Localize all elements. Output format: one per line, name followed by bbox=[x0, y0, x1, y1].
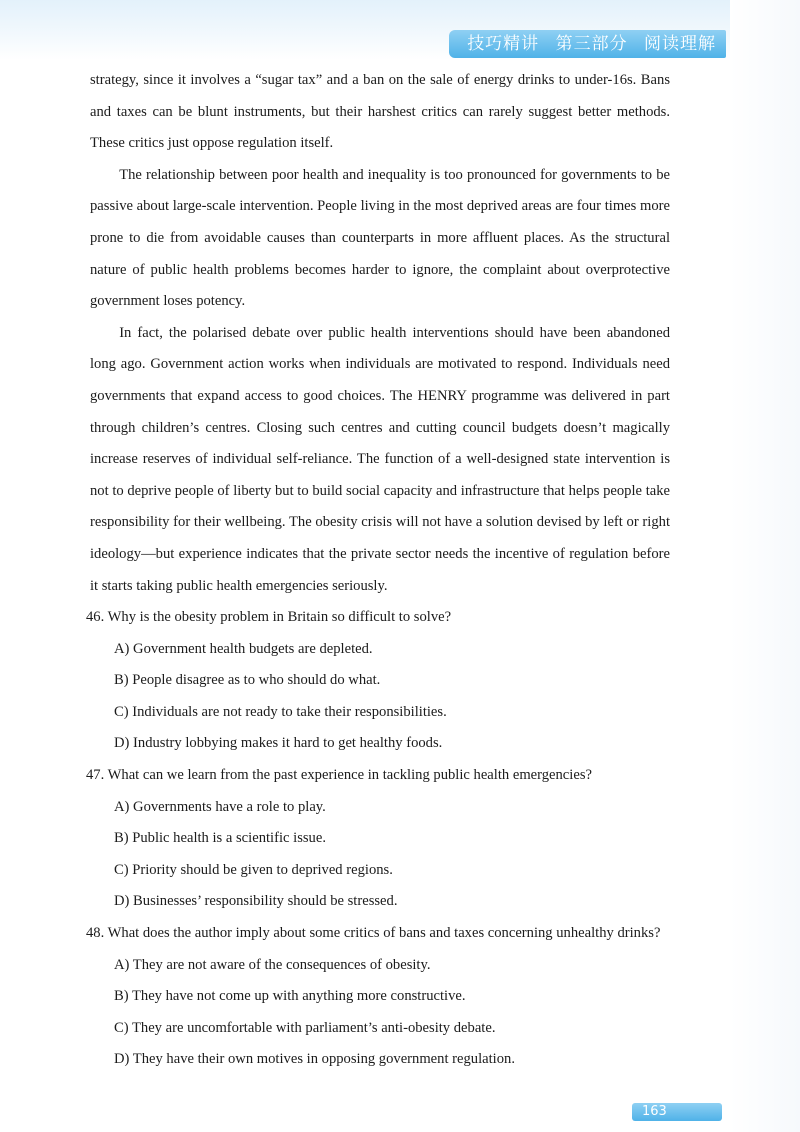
passage-paragraph: The relationship between poor health and inequality is too pronounced for governments to be passive about large-scale intervention. People living in the most deprived areas are four times more prone to die from avoidable causes than counterparts in more affluent places. As the structural nature of public health problems becomes harder to ignore, the complaint about overprotective government loses potency. bbox=[90, 166, 670, 310]
question-46 bbox=[86, 602, 670, 760]
passage-paragraph: strategy, since it involves a “sugar tax” and a ban on the sale of energy drinks to under-16s. Bans and taxes can be blunt instruments, but their harshest critics can rarely suggest better methods. These critics just oppose regulation itself. bbox=[90, 72, 670, 152]
question-text: 46. Why is the obesity problem in Britain so difficult to solve? bbox=[86, 609, 452, 626]
option-d: D) They have their own motives in opposing government regulation. bbox=[114, 1051, 515, 1068]
question-48 bbox=[86, 918, 670, 1076]
option-d: D) Businesses’ responsibility should be stressed. bbox=[114, 893, 398, 910]
option-b: B) They have not come up with anything more constructive. bbox=[114, 988, 466, 1005]
section-header-banner bbox=[449, 30, 726, 58]
option-d: D) Industry lobbying makes it hard to get healthy foods. bbox=[114, 735, 443, 752]
question-47 bbox=[86, 760, 670, 918]
option-b: B) Public health is a scientific issue. bbox=[114, 830, 326, 847]
option-c: C) They are uncomfortable with parliament’s anti-obesity debate. bbox=[114, 1019, 496, 1036]
option-c: C) Priority should be given to deprived regions. bbox=[114, 861, 393, 878]
option-b: B) People disagree as to who should do what. bbox=[114, 672, 381, 689]
header-section-a: 技巧精讲 bbox=[467, 34, 540, 54]
header-section-b: 第三部分 bbox=[555, 34, 628, 54]
page-number: 163 bbox=[632, 1103, 722, 1121]
page-edge bbox=[730, 0, 800, 1132]
passage-paragraph: In fact, the polarised debate over public health interventions should have been abandoned long ago. Government action works when individuals are motivated to respond. Individuals need governments that expand access to good choices. The HENRY programme was delivered in part through children’s centres. Closing such centres and cutting council budgets doesn’t magically increase reserves of individual self-reliance. The function of a well-designed state intervention is not to deprive people of liberty but to build social capacity and infrastructure that helps people take responsibility for their wellbeing. The obesity crisis will not have a solution devised by left or right ideology—but experience indicates that the private sector needs the incentive of regulation before it starts taking public health emergencies seriously. bbox=[90, 324, 670, 594]
option-a: A) They are not aware of the consequences of obesity. bbox=[114, 956, 431, 973]
question-text: 48. What does the author imply about some critics of bans and taxes concerning unhealthy drinks? bbox=[86, 925, 661, 942]
reading-passage bbox=[86, 65, 670, 1076]
header-section-c: 阅读理解 bbox=[644, 34, 716, 54]
option-c: C) Individuals are not ready to take their responsibilities. bbox=[114, 703, 447, 720]
question-text: 47. What can we learn from the past experience in tackling public health emergencies? bbox=[86, 767, 592, 784]
option-a: A) Governments have a role to play. bbox=[114, 798, 326, 815]
option-a: A) Government health budgets are depleted. bbox=[114, 640, 373, 657]
